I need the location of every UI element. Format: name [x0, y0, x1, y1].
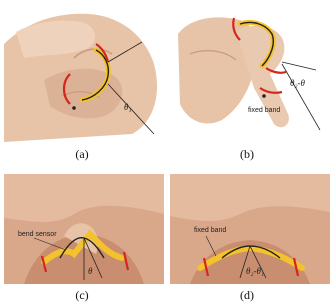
panel-a-illustration	[4, 4, 164, 142]
band-label-d: fixed band	[194, 227, 227, 234]
panel-c-illustration	[4, 174, 164, 284]
caption-c: (c)	[75, 288, 89, 302]
band-label-b: fixed band	[248, 107, 281, 114]
angle-label-b: θ₂-θ	[290, 78, 305, 88]
angle-label-a: θ₁	[124, 102, 132, 112]
caption-d: (d)	[240, 288, 254, 302]
panel-a	[4, 4, 164, 142]
panel-d	[170, 174, 330, 284]
caption-a: (a)	[75, 147, 89, 161]
panel-c	[4, 174, 164, 284]
panel-d-illustration	[170, 174, 330, 284]
angle-label-d: θ₂-θ₁	[246, 266, 265, 276]
caption-b: (b)	[240, 147, 254, 161]
panel-b-illustration	[170, 4, 330, 142]
sensor-label-c: bend sensor	[18, 231, 57, 238]
panel-b	[170, 4, 330, 142]
angle-label-c: θ	[88, 266, 93, 276]
